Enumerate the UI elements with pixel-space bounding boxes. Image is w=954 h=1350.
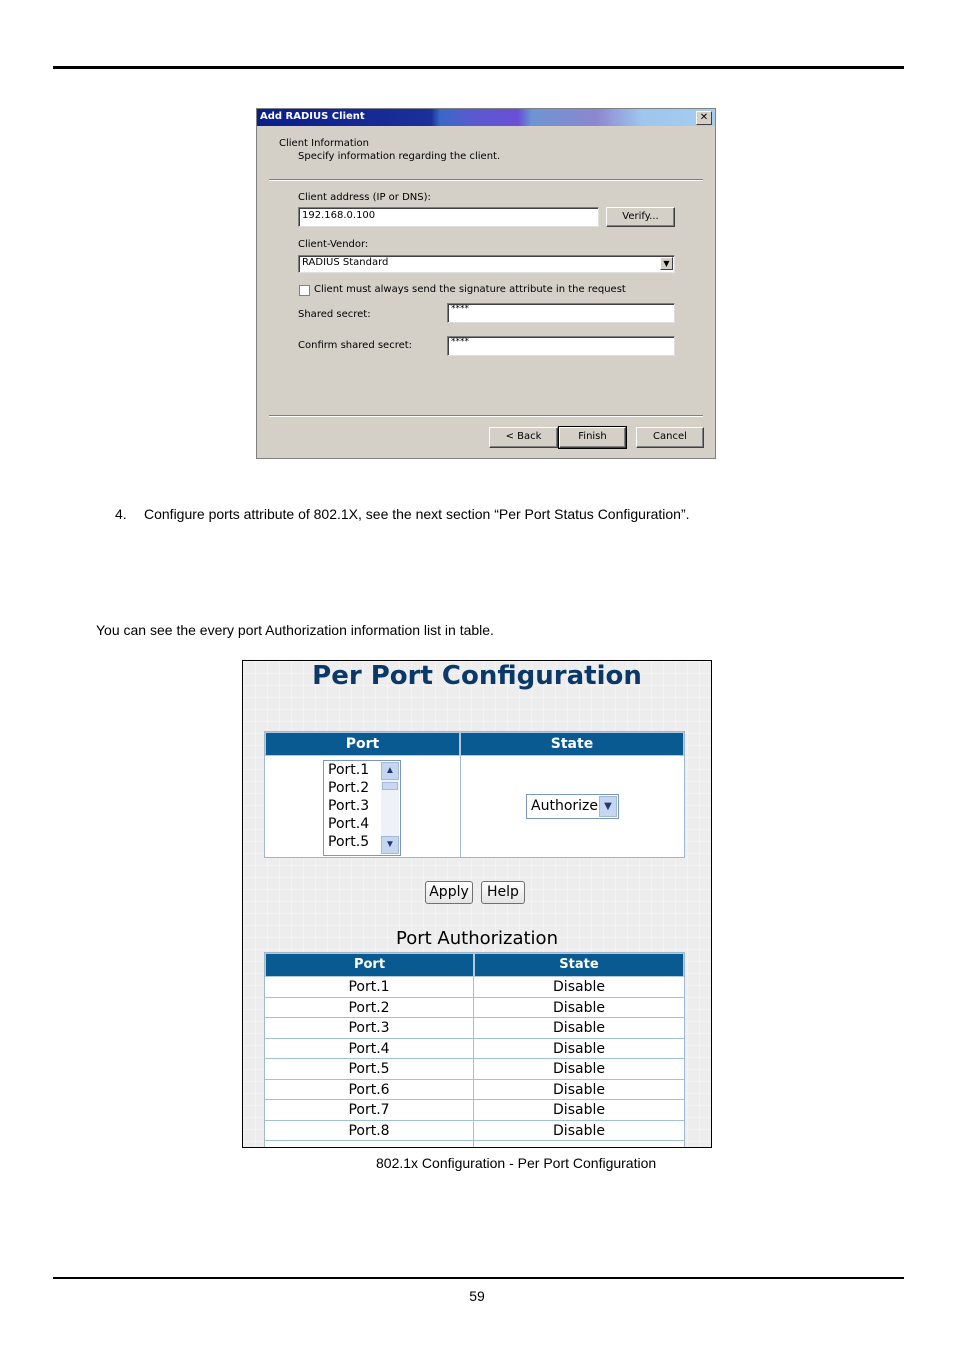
table-row	[265, 1100, 684, 1121]
state-cell: Disable	[553, 979, 605, 995]
section-subtitle: Specify information regarding the client.	[298, 151, 501, 162]
divider	[269, 179, 703, 181]
per-port-configuration-panel	[242, 660, 712, 1148]
state-cell: Disable	[553, 1020, 605, 1036]
finish-button[interactable]: Finish	[559, 427, 626, 448]
scrollbar[interactable]	[381, 762, 399, 854]
table-header-row	[265, 953, 684, 977]
port-authorization-table	[264, 952, 685, 1148]
shared-secret-label: Shared secret:	[298, 309, 371, 320]
column-divider	[460, 756, 461, 857]
state-cell: Disable	[553, 999, 605, 1016]
back-button[interactable]: < Back	[489, 427, 558, 448]
client-address-label: Client address (IP or DNS):	[298, 192, 431, 203]
step-number: 4.	[115, 506, 127, 522]
apply-button[interactable]: Apply	[425, 881, 473, 904]
shared-secret-input[interactable]: ****	[447, 303, 675, 323]
table-row	[265, 1018, 684, 1039]
dialog-title: Add RADIUS Client	[260, 111, 365, 122]
port-cell: Port.5	[265, 1059, 474, 1079]
list-item[interactable]: Port.3	[328, 798, 370, 814]
state-cell: Disable	[553, 1040, 605, 1057]
page-title: Per Port Configuration	[312, 661, 642, 691]
state-select[interactable]	[526, 794, 619, 819]
cancel-button[interactable]: Cancel	[636, 427, 704, 448]
port-cell: Port.4	[265, 1039, 474, 1059]
state-cell: Disable	[553, 1061, 605, 1077]
client-vendor-label: Client-Vendor:	[298, 239, 369, 250]
chevron-down-icon[interactable]: ▼	[660, 257, 673, 270]
auth-port-header: Port	[265, 953, 474, 977]
signature-checkbox[interactable]	[299, 285, 310, 296]
port-cell: Port.1	[265, 977, 474, 997]
chevron-down-icon[interactable]: ▼	[599, 796, 617, 817]
verify-button[interactable]: Verify...	[606, 207, 675, 227]
port-authorization-title: Port Authorization	[396, 928, 558, 949]
table-row	[265, 977, 684, 998]
section-title: Client Information	[279, 138, 370, 149]
auth-state-header: State	[474, 953, 684, 977]
client-address-input[interactable]: 192.168.0.100	[298, 207, 599, 227]
list-item[interactable]: Port.1	[328, 762, 370, 778]
port-cell: Port.7	[265, 1100, 474, 1120]
scroll-down-icon[interactable]: ▼	[381, 836, 399, 854]
port-cell: Port.3	[265, 1018, 474, 1038]
state-select-value: Authorize	[531, 798, 598, 814]
port-listbox[interactable]	[323, 760, 401, 856]
intro-text: You can see the every port Authorization information list in table.	[96, 622, 494, 638]
scroll-thumb[interactable]	[382, 782, 398, 790]
port-cell: Port.2	[265, 998, 474, 1018]
figure-caption: 802.1x Configuration - Per Port Configuration	[376, 1155, 657, 1171]
state-cell: Disable	[553, 1122, 605, 1139]
table-row	[265, 1059, 684, 1080]
config-table	[264, 731, 685, 858]
table-row-partial	[265, 1141, 684, 1148]
port-cell	[265, 1141, 474, 1148]
page-number: 59	[469, 1288, 485, 1304]
bottom-rule	[53, 1277, 904, 1279]
port-column-header: Port	[265, 732, 460, 756]
confirm-secret-label: Confirm shared secret:	[298, 340, 413, 351]
list-item[interactable]: Port.5	[328, 834, 370, 850]
dialog-titlebar[interactable]	[257, 109, 715, 126]
divider	[269, 415, 703, 417]
table-row	[265, 1121, 684, 1142]
state-column-header: State	[460, 732, 684, 756]
signature-checkbox-label: Client must always send the signature attribute in the request	[314, 284, 626, 295]
help-button[interactable]: Help	[481, 881, 525, 904]
scroll-up-icon[interactable]: ▲	[381, 762, 399, 780]
confirm-secret-input[interactable]: ****	[447, 336, 675, 356]
table-row	[265, 998, 684, 1019]
list-item[interactable]: Port.2	[328, 780, 370, 796]
close-icon[interactable]: ✕	[696, 111, 712, 125]
add-radius-client-dialog	[256, 108, 716, 459]
client-vendor-select[interactable]	[298, 255, 675, 273]
step-text: Configure ports attribute of 802.1X, see the next section “Per Port Status Configuration”.	[144, 506, 690, 522]
table-row	[265, 1039, 684, 1060]
client-vendor-value: RADIUS Standard	[302, 257, 389, 268]
state-cell: Disable	[553, 1102, 605, 1118]
list-item[interactable]: Port.4	[328, 816, 370, 832]
port-cell: Port.8	[265, 1121, 474, 1141]
table-row	[265, 1080, 684, 1101]
top-rule	[53, 66, 904, 69]
state-cell	[474, 1141, 684, 1148]
state-cell: Disable	[553, 1081, 605, 1098]
port-cell: Port.6	[265, 1080, 474, 1100]
